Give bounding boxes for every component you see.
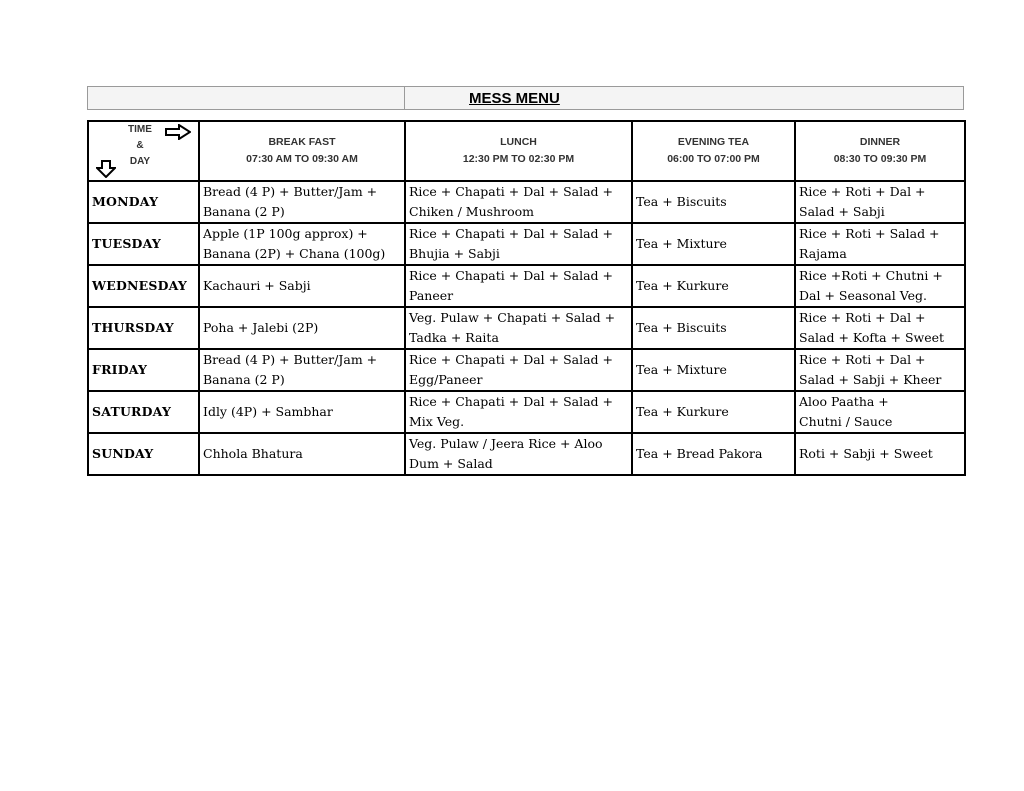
lunch-cell <box>405 181 632 223</box>
menu-item-line: Rice + Chapati + Dal + Salad + <box>409 394 613 409</box>
menu-item-line: Rice +Roti + Chutni + <box>799 268 943 283</box>
day-cell: FRIDAY <box>88 349 199 391</box>
menu-item-line: Tea + Biscuits <box>636 194 727 209</box>
title-bar <box>87 86 964 110</box>
menu-item-line: Chiken / Mushroom <box>409 204 534 219</box>
breakfast-cell <box>199 391 405 433</box>
day-cell: SATURDAY <box>88 391 199 433</box>
menu-item-line: Tea + Bread Pakora <box>636 446 763 461</box>
title-bar-blank-cell <box>88 87 405 109</box>
header-time: 06:00 TO 07:00 PM <box>667 153 760 165</box>
breakfast-cell <box>199 307 405 349</box>
day-cell: THURSDAY <box>88 307 199 349</box>
menu-item-line: Egg/Paneer <box>409 372 483 387</box>
lunch-cell <box>405 433 632 475</box>
evening-tea-cell <box>632 265 795 307</box>
menu-item-line: Rice + Chapati + Dal + Salad + <box>409 184 613 199</box>
header-name: LUNCH <box>500 136 537 148</box>
corner-amp-label: & <box>136 140 144 151</box>
corner-day-label: DAY <box>129 156 151 167</box>
menu-body <box>88 181 965 475</box>
day-cell: SUNDAY <box>88 433 199 475</box>
breakfast-cell <box>199 265 405 307</box>
menu-item-line: Banana (2 P) <box>203 204 285 219</box>
dinner-cell <box>795 307 965 349</box>
menu-item-line: Dal + Seasonal Veg. <box>799 288 927 303</box>
menu-item-line: Mix Veg. <box>409 414 465 429</box>
header-breakfast <box>199 121 405 181</box>
menu-item-line: Veg. Pulaw / Jeera Rice + Aloo <box>409 436 603 451</box>
header-time: 08:30 TO 09:30 PM <box>833 153 927 165</box>
evening-tea-cell <box>632 181 795 223</box>
menu-item-line: Idly (4P) + Sambhar <box>203 404 333 419</box>
menu-item-line: Apple (1P 100g approx) + <box>203 226 368 241</box>
evening-tea-cell <box>632 391 795 433</box>
dinner-cell <box>795 391 965 433</box>
menu-item-line: Rice + Roti + Dal + <box>799 310 926 325</box>
menu-item-line: Tea + Kurkure <box>636 278 729 293</box>
table-row <box>88 265 965 307</box>
menu-item-line: Dum + Salad <box>409 456 493 471</box>
menu-item-line: Bread (4 P) + Butter/Jam + <box>203 352 378 367</box>
menu-item-line: Tadka + Raita <box>409 330 499 345</box>
menu-item-line: Rice + Roti + Dal + <box>799 184 926 199</box>
arrow-down-icon <box>96 160 116 178</box>
breakfast-cell <box>199 433 405 475</box>
menu-item-line: Poha + Jalebi (2P) <box>203 320 319 335</box>
dinner-cell <box>795 349 965 391</box>
evening-tea-cell <box>632 307 795 349</box>
dinner-cell <box>795 181 965 223</box>
menu-item-line: Tea + Kurkure <box>636 404 729 419</box>
dinner-cell <box>795 223 965 265</box>
header-time: 12:30 PM TO 02:30 PM <box>462 153 575 165</box>
header-name: DINNER <box>859 136 901 148</box>
table-row <box>88 433 965 475</box>
evening-tea-cell <box>632 349 795 391</box>
header-dinner <box>795 121 965 181</box>
menu-item-line: Salad + Kofta + Sweet <box>799 330 945 345</box>
menu-item-line: Bhujia + Sabji <box>409 246 500 261</box>
corner-time-label: TIME <box>128 124 152 135</box>
lunch-cell <box>405 391 632 433</box>
menu-item-line: Chutni / Sauce <box>799 414 893 429</box>
menu-item-line: Banana (2P) + Chana (100g) <box>203 246 386 261</box>
menu-item-line: Tea + Mixture <box>636 362 727 377</box>
mess-menu-table <box>87 120 966 476</box>
menu-item-line: Banana (2 P) <box>203 372 285 387</box>
header-name: BREAK FAST <box>268 136 336 148</box>
header-lunch <box>405 121 632 181</box>
lunch-cell <box>405 307 632 349</box>
header-time: 07:30 AM TO 09:30 AM <box>246 153 358 165</box>
lunch-cell <box>405 265 632 307</box>
menu-item-line: Rice + Roti + Dal + <box>799 352 926 367</box>
page-title: MESS MENU <box>469 90 560 107</box>
menu-item-line: Salad + Sabji <box>799 204 885 219</box>
header-name: EVENING TEA <box>677 136 750 148</box>
header-row <box>88 121 965 181</box>
day-cell: WEDNESDAY <box>88 265 199 307</box>
breakfast-cell <box>199 349 405 391</box>
menu-item-line: Paneer <box>409 288 454 303</box>
evening-tea-cell <box>632 223 795 265</box>
table-row <box>88 307 965 349</box>
corner-cell <box>88 121 199 181</box>
lunch-cell <box>405 223 632 265</box>
table-row <box>88 391 965 433</box>
dinner-cell <box>795 433 965 475</box>
menu-item-line: Tea + Mixture <box>636 236 727 251</box>
menu-item-line: Roti + Sabji + Sweet <box>799 446 933 461</box>
table-row <box>88 349 965 391</box>
breakfast-cell <box>199 223 405 265</box>
menu-item-line: Kachauri + Sabji <box>203 278 311 293</box>
evening-tea-cell <box>632 433 795 475</box>
lunch-cell <box>405 349 632 391</box>
menu-item-line: Bread (4 P) + Butter/Jam + <box>203 184 378 199</box>
day-cell: TUESDAY <box>88 223 199 265</box>
menu-item-line: Rice + Chapati + Dal + Salad + <box>409 268 613 283</box>
menu-item-line: Rice + Chapati + Dal + Salad + <box>409 352 613 367</box>
menu-item-line: Chhola Bhatura <box>203 446 303 461</box>
breakfast-cell <box>199 181 405 223</box>
menu-item-line: Salad + Sabji + Kheer <box>799 372 942 387</box>
menu-item-line: Rajama <box>799 246 847 261</box>
table-row <box>88 223 965 265</box>
day-cell: MONDAY <box>88 181 199 223</box>
dinner-cell <box>795 265 965 307</box>
header-evening-tea <box>632 121 795 181</box>
menu-item-line: Rice + Roti + Salad + <box>799 226 940 241</box>
menu-item-line: Veg. Pulaw + Chapati + Salad + <box>409 310 616 325</box>
menu-item-line: Tea + Biscuits <box>636 320 727 335</box>
table-row <box>88 181 965 223</box>
menu-item-line: Rice + Chapati + Dal + Salad + <box>409 226 613 241</box>
menu-item-line: Aloo Paatha + <box>799 394 889 409</box>
arrow-right-icon <box>165 124 191 140</box>
